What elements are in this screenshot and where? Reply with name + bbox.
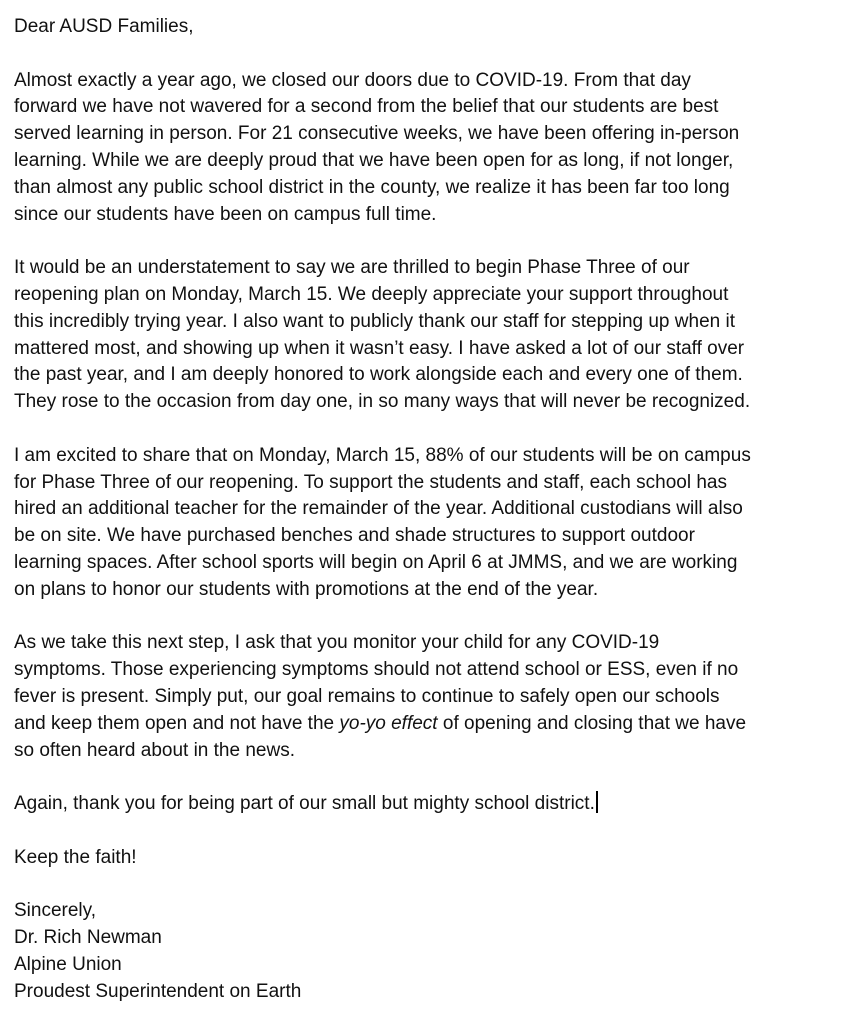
paragraph-2-line: They rose to the occasion from day one, in so many ways that will never be recognized. (14, 391, 751, 413)
paragraph-1-line: learning. While we are deeply proud that we have been open for as long, if not longer, (14, 149, 734, 171)
signature-block (14, 898, 854, 1005)
paragraph-4-text-after: of opening and closing that we have (437, 712, 747, 734)
paragraph-4-line: fever is present. Simply put, our goal remains to continue to safely open our schools (14, 685, 720, 707)
paragraph-1-line: forward we have not wavered for a second from the belief that our students are best (14, 96, 719, 118)
signature-org: Alpine Union (14, 953, 122, 975)
paragraph-3-line: learning spaces. After school sports will begin on April 6 at JMMS, and we are working (14, 551, 738, 573)
paragraph-4-text-before: and keep them open and not have the (14, 712, 340, 734)
paragraph-5-text: Again, thank you for being part of our small but mighty school district. (14, 793, 595, 815)
paragraph-4-line: As we take this next step, I ask that you monitor your child for any COVID-19 (14, 632, 660, 654)
paragraph-4-line: so often heard about in the news. (14, 739, 295, 761)
paragraph-3-line: I am excited to share that on Monday, March 15, 88% of our students will be on campus (14, 444, 751, 466)
paragraph-5 (14, 791, 854, 818)
paragraph-1-line: than almost any public school district in the county, we realize it has been far too long (14, 176, 730, 198)
greeting: Dear AUSD Families, (14, 16, 194, 37)
paragraph-2-line: the past year, and I am deeply honored to work alongside each and every one of them. (14, 364, 743, 386)
signature-name: Dr. Rich Newman (14, 927, 162, 949)
paragraph-3-line: for Phase Three of our reopening. To support the students and staff, each school has (14, 471, 727, 493)
paragraph-2 (14, 255, 854, 416)
paragraph-4-line: symptoms. Those experiencing symptoms should not attend school or ESS, even if no (14, 659, 739, 681)
paragraph-1-line: served learning in person. For 21 consecutive weeks, we have been offering in-person (14, 123, 740, 145)
paragraph-2-line: mattered most, and showing up when it wasn’t easy. I have asked a lot of our staff over (14, 337, 745, 359)
paragraph-2-line: It would be an understatement to say we are thrilled to begin Phase Three of our (14, 257, 690, 279)
text-cursor (596, 791, 598, 813)
closing: Sincerely, (14, 900, 97, 922)
signature-title: Proudest Superintendent on Earth (14, 980, 302, 1002)
paragraph-3-line: on plans to honor our students with promotions at the end of the year. (14, 578, 599, 600)
yo-yo-effect-emphasis: yo-yo effect (339, 712, 438, 734)
paragraph-2-line: reopening plan on Monday, March 15. We deeply appreciate your support throughout (14, 283, 729, 305)
paragraph-3-line: be on site. We have purchased benches and shade structures to support outdoor (14, 525, 695, 547)
paragraph-4-line-with-emphasis (14, 711, 854, 738)
paragraph-1-line: Almost exactly a year ago, we closed our doors due to COVID-19. From that day (14, 69, 691, 91)
paragraph-6: Keep the faith! (14, 846, 137, 868)
paragraph-1 (14, 68, 854, 229)
paragraph-2-line: this incredibly trying year. I also want to publicly thank our staff for stepping up when it (14, 310, 735, 332)
paragraph-4 (14, 630, 854, 764)
paragraph-1-line: since our students have been on campus full time. (14, 203, 437, 225)
paragraph-3-line: hired an additional teacher for the remainder of the year. Additional custodians will also (14, 498, 743, 520)
paragraph-3 (14, 443, 854, 604)
letter-body[interactable] (14, 14, 854, 1005)
